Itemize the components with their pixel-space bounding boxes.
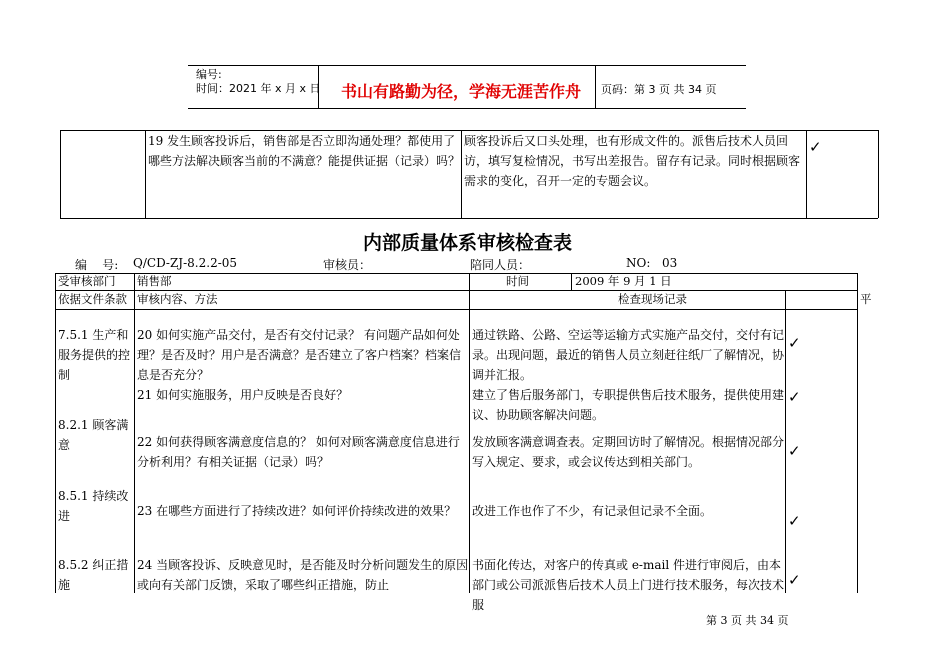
main-table-col-2 <box>469 273 470 593</box>
row-1-check-icon: ✓ <box>788 334 801 352</box>
row-1-content: 20 如何实施产品交付，是否有交付记录？ 有问题产品如何处理？是否及时？用户是否满意？是否建立了客户档案？档案信息是否充分？ 21 如何实施服务，用户反映是否良好？ <box>137 328 462 402</box>
top-table-col-3 <box>806 130 807 218</box>
doc-no-value: 03 <box>662 256 678 270</box>
top-table-right <box>878 130 879 218</box>
dept-label: 受审核部门 <box>58 274 116 288</box>
doc-code-value: Q/CD-ZJ-8.2.2-05 <box>133 256 238 270</box>
column-header-content: 审核内容、方法 <box>137 292 218 306</box>
row-2-record: 发放顾客满意调查表。定期回访时了解情况。根据情况部分写入规定、要求，或会议传达到相关部门。 <box>472 435 785 469</box>
top-table-check-icon: ✓ <box>809 138 822 156</box>
doc-code-label: 编 号: <box>75 258 119 272</box>
row-1b-check-icon: ✓ <box>788 388 801 406</box>
row-2-clause: 8.2.1 顾客满意 <box>58 418 129 452</box>
main-table-row-2 <box>55 309 857 310</box>
top-table-col-2 <box>461 130 462 218</box>
page-footer: 第 3 页 共 34 页 <box>706 614 789 627</box>
main-table-col-time <box>571 273 572 290</box>
time-label: 时间 <box>506 274 529 288</box>
row-4-content: 24 当顾客投诉、反映意见时，是否能及时分析问题发生的原因或向有关部门反馈，采取了哪些纠正措施，防止 <box>137 558 469 592</box>
dept-value: 销售部 <box>137 274 172 288</box>
top-table-left <box>60 130 61 218</box>
doc-no-label: NO: <box>626 256 651 270</box>
main-table-right <box>857 273 858 593</box>
row-4-clause: 8.5.2 纠正措施 <box>58 558 129 592</box>
row-2-check-icon: ✓ <box>788 442 801 460</box>
row-3-content: 23 在哪些方面进行了持续改进？如何评价持续改进的效果？ <box>137 504 457 518</box>
header-number-label: 编号: <box>196 68 222 81</box>
row-3-check-icon: ✓ <box>788 512 801 530</box>
row-1-record: 通过铁路、公路、空运等运输方式实施产品交付，交付有记录。出现问题，最近的销售人员立刻赶往纸厂了解情况，协调并汇报。 建立了售后服务部门，专职提供售后技术服务，提供使用建议、协助顾客解决问题。 <box>472 328 785 422</box>
row-3-clause: 8.5.1 持续改进 <box>58 489 129 523</box>
top-table-bottom <box>60 218 878 219</box>
top-table-record: 顾客投诉后又口头处理，也有形成文件的。派售后技术人员回访，填写复检情况，书写出差报告。留存有记录。同时根据顾客需求的变化，召开一定的专题会议。 <box>464 134 801 188</box>
header-page-info: 页码：第 3 页 共 34 页 <box>601 83 717 96</box>
auditor-label: 审核员： <box>323 258 372 272</box>
top-table-col-1 <box>145 130 146 218</box>
column-header-eval: 平 <box>860 292 872 306</box>
main-table-col-1 <box>134 273 135 593</box>
row-4-record: 书面化传达，对客户的传真或 e-mail 件进行审阅后，由本部门或公司派派售后技术人员上门进行技术服务，每次技术服 <box>472 558 785 612</box>
row-2-content: 22 如何获得顾客满意度信息的？ 如何对顾客满意度信息进行分析利用？有相关证据（记录）吗？ <box>137 435 460 469</box>
row-4-check-icon: ✓ <box>788 571 801 589</box>
main-table-col-3 <box>785 290 786 593</box>
header-divider-2 <box>595 65 596 108</box>
time-value: 2009 年 9 月 1 日 <box>575 274 672 288</box>
column-header-basis: 依据文件条款 <box>58 292 127 306</box>
accompany-label: 陪同人员： <box>470 258 531 272</box>
header-top-border <box>188 65 746 66</box>
row-1-clause: 7.5.1 生产和服务提供的控制 <box>58 328 131 382</box>
header-motto: 书山有路勤为径，学海无涯苦作舟 <box>341 82 582 101</box>
column-header-record: 检查现场记录 <box>618 292 687 306</box>
top-table-question: 19 发生顾客投诉后，销售部是否立即沟通处理？都使用了哪些方法解决顾客当前的不满意？能提供证据（记录）吗？ <box>148 134 461 168</box>
header-time-label: 时间：2021 年 x 月 x 日 <box>196 82 321 95</box>
document-title: 内部质量体系审核检查表 <box>363 232 573 254</box>
header-bottom-border <box>188 108 746 109</box>
main-table-left <box>55 273 56 593</box>
row-3-record: 改进工作也作了不少，有记录但记录不全面。 <box>472 504 713 518</box>
